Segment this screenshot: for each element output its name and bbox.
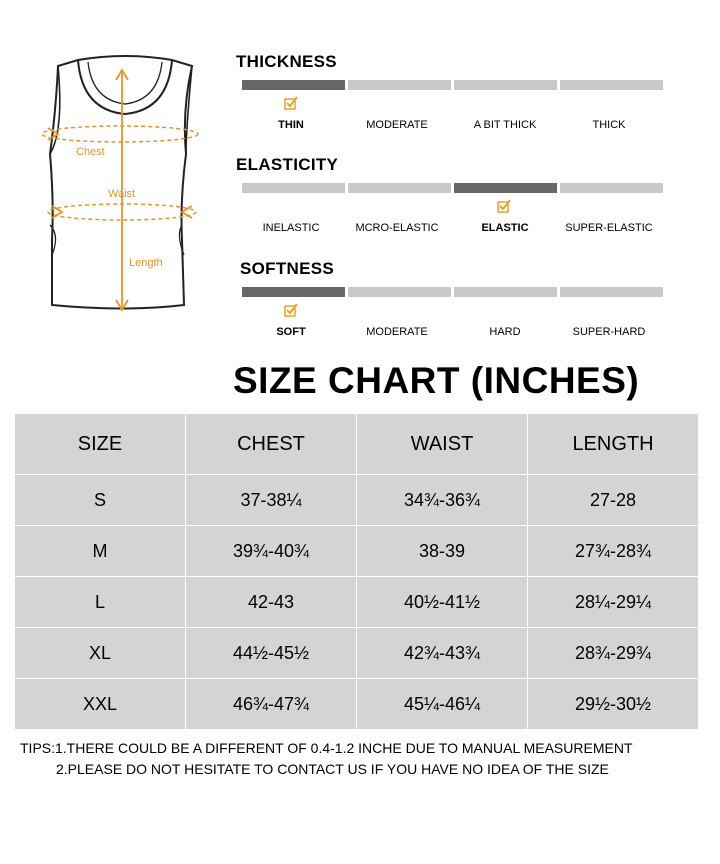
length-label: Length bbox=[129, 257, 163, 269]
elasticity-section bbox=[236, 155, 666, 245]
tank-top-diagram bbox=[30, 50, 220, 330]
length-cell: 28¾-29¾ bbox=[528, 628, 699, 679]
header-size: SIZE bbox=[15, 414, 186, 475]
size-chart-title: SIZE CHART (INCHES) bbox=[233, 360, 640, 401]
waist-cell: 34¾-36¾ bbox=[357, 475, 528, 526]
waist-cell: 38-39 bbox=[357, 526, 528, 577]
size-cell: L bbox=[15, 577, 186, 628]
table-header-row bbox=[15, 414, 699, 475]
waist-label: Waist bbox=[108, 188, 136, 200]
checkbox-checked-icon bbox=[497, 199, 511, 213]
elasticity-bar-1 bbox=[242, 183, 345, 193]
size-cell: XXL bbox=[15, 679, 186, 730]
header-waist: WAIST bbox=[357, 414, 528, 475]
thickness-bar-4 bbox=[560, 80, 663, 90]
softness-bar-3 bbox=[454, 287, 557, 297]
thickness-option-thick: THICK bbox=[592, 119, 626, 131]
elasticity-bar-2 bbox=[348, 183, 451, 193]
elasticity-option-elastic: ELASTIC bbox=[481, 222, 529, 234]
elasticity-option-inelastic: INELASTIC bbox=[262, 222, 320, 234]
elasticity-title: ELASTICITY bbox=[236, 155, 339, 174]
table-row bbox=[15, 475, 699, 526]
elasticity-option-mcro-elastic: MCRO-ELASTIC bbox=[355, 222, 439, 234]
softness-option-super-hard: SUPER-HARD bbox=[572, 326, 646, 338]
table-row bbox=[15, 577, 699, 628]
size-cell: M bbox=[15, 526, 186, 577]
softness-option-moderate: MODERATE bbox=[366, 326, 428, 338]
chest-cell: 37-38¼ bbox=[186, 475, 357, 526]
tip-line-1: TIPS:1.THERE COULD BE A DIFFERENT OF 0.4-1.2 INCHE DUE TO MANUAL MEASUREMENT bbox=[20, 740, 633, 756]
thickness-bar-1 bbox=[242, 80, 345, 90]
thickness-option-moderate: MODERATE bbox=[366, 119, 428, 131]
thickness-section bbox=[236, 52, 666, 142]
size-cell: S bbox=[15, 475, 186, 526]
tips-section bbox=[20, 738, 633, 780]
size-table bbox=[14, 413, 699, 730]
waist-cell: 45¼-46¼ bbox=[357, 679, 528, 730]
header-length: LENGTH bbox=[528, 414, 699, 475]
checkbox-checked-icon bbox=[284, 96, 298, 110]
softness-section bbox=[236, 259, 666, 349]
chest-cell: 46¾-47¾ bbox=[186, 679, 357, 730]
softness-title: SOFTNESS bbox=[240, 259, 335, 278]
length-cell: 27-28 bbox=[528, 475, 699, 526]
chest-cell: 44½-45½ bbox=[186, 628, 357, 679]
elasticity-bar-4 bbox=[560, 183, 663, 193]
size-cell: XL bbox=[15, 628, 186, 679]
softness-bar-1 bbox=[242, 287, 345, 297]
header-chest: CHEST bbox=[186, 414, 357, 475]
thickness-bar-3 bbox=[454, 80, 557, 90]
softness-option-soft: SOFT bbox=[276, 326, 306, 338]
checkbox-checked-icon bbox=[284, 303, 298, 317]
softness-bar-4 bbox=[560, 287, 663, 297]
table-row bbox=[15, 628, 699, 679]
tip-line-2: 2.PLEASE DO NOT HESITATE TO CONTACT US IF YOU HAVE NO IDEA OF THE SIZE bbox=[56, 761, 609, 777]
waist-cell: 42¾-43¾ bbox=[357, 628, 528, 679]
chest-cell: 42-43 bbox=[186, 577, 357, 628]
softness-option-hard: HARD bbox=[489, 326, 521, 338]
softness-bar-2 bbox=[348, 287, 451, 297]
chest-label: Chest bbox=[76, 146, 105, 158]
elasticity-option-super-elastic: SUPER-ELASTIC bbox=[565, 222, 653, 234]
length-cell: 28¼-29¼ bbox=[528, 577, 699, 628]
length-cell: 27¾-28¾ bbox=[528, 526, 699, 577]
chest-cell: 39¾-40¾ bbox=[186, 526, 357, 577]
thickness-option-a-bit-thick: A BIT THICK bbox=[473, 119, 537, 131]
length-cell: 29½-30½ bbox=[528, 679, 699, 730]
elasticity-bar-3 bbox=[454, 183, 557, 193]
thickness-bar-2 bbox=[348, 80, 451, 90]
table-row bbox=[15, 679, 699, 730]
thickness-option-thin: THIN bbox=[278, 119, 304, 131]
thickness-title: THICKNESS bbox=[236, 52, 337, 71]
waist-cell: 40½-41½ bbox=[357, 577, 528, 628]
table-row bbox=[15, 526, 699, 577]
